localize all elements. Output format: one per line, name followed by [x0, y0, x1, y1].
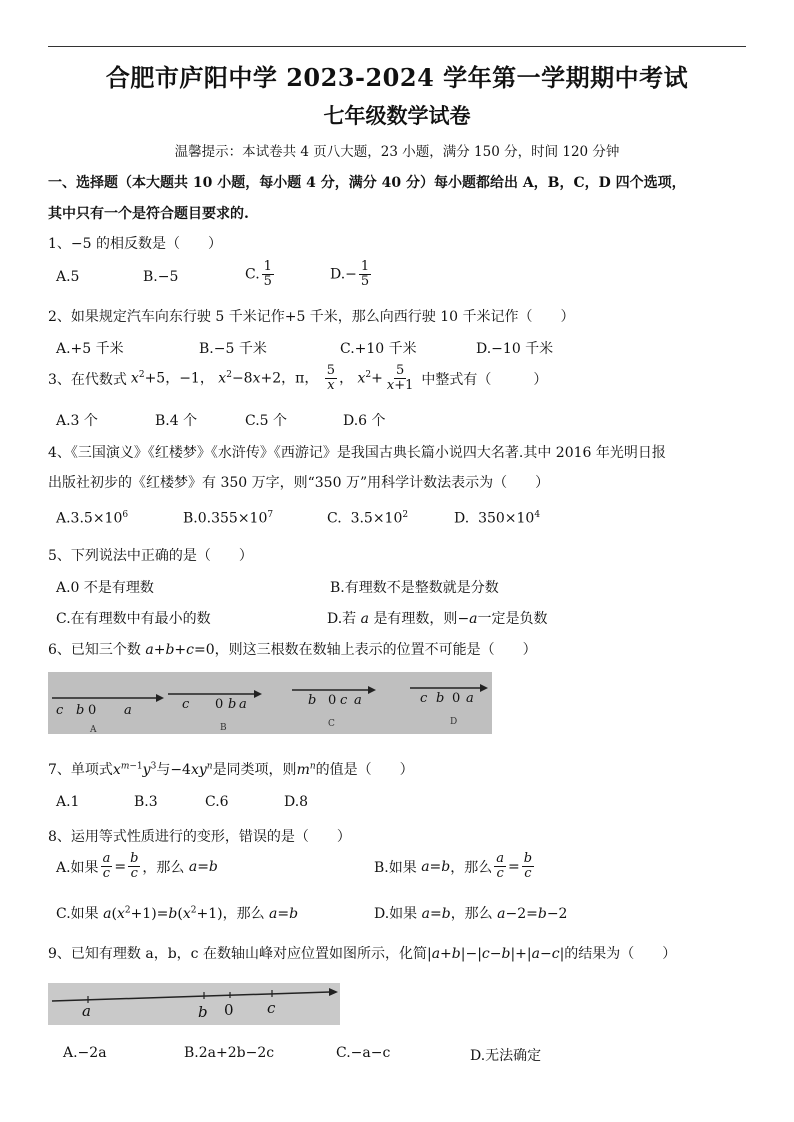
q6-c-label-a: a — [354, 693, 362, 708]
q5-stem: 5、下列说法中正确的是（ ） — [48, 548, 253, 564]
q3-option-c: C.5 个 — [245, 413, 288, 429]
q9-option-c: C.−a−c — [336, 1045, 391, 1061]
q6-c-label-0: 0 — [328, 693, 337, 708]
q6-number-lines — [48, 672, 492, 734]
q5-option-c: C.在有理数中有最小的数 — [56, 611, 211, 627]
q6-a-label-b: b — [76, 703, 85, 718]
q6-a-label-c: c — [56, 703, 64, 718]
q6-b-label-c: c — [182, 697, 190, 712]
q1-d-den: 5 — [360, 274, 370, 289]
q9-label-0: 0 — [224, 1001, 234, 1019]
q1-d-prefix: D.− — [330, 266, 357, 283]
q6-caption-d: D — [450, 717, 458, 727]
q6-stem-start: 6、已知三个数 — [48, 642, 141, 658]
q5-option-a: A.0 不是有理数 — [56, 580, 154, 596]
q5-d-mid: 是有理数，则 — [373, 611, 458, 627]
q6-caption-b: B — [220, 723, 227, 733]
q6-caption-c: C — [328, 719, 335, 729]
q8-stem: 8、运用等式性质进行的变形，错误的是（ ） — [48, 829, 351, 845]
q6-b-label-0: 0 — [215, 697, 224, 712]
q6-caption-a: A — [90, 725, 97, 734]
q3-option-d: D.6 个 — [343, 413, 386, 429]
exam-tip: 温馨提示：本试卷共 4 页八大题，23 小题，满分 150 分，时间 120 分钟 — [174, 144, 620, 160]
q6-d-label-a: a — [466, 691, 474, 706]
q6-c-label-b: b — [308, 693, 317, 708]
q9-option-d: D.无法确定 — [470, 1048, 542, 1064]
header-rule — [48, 46, 746, 47]
q6-d-label-0: 0 — [452, 691, 461, 706]
q2-option-b: B.−5 千米 — [199, 341, 267, 357]
q1-option-c — [245, 260, 276, 289]
q1-d-fraction — [359, 260, 371, 289]
q3-option-b: B.4 个 — [155, 413, 198, 429]
section-heading-line2: 其中只有一个是符合题目要求的. — [48, 206, 249, 222]
q1-c-den: 5 — [263, 274, 272, 289]
q1-option-b: B.−5 — [143, 269, 179, 285]
q6-b-label-b: b — [228, 697, 237, 712]
q7-stem-start: 7、单项式 — [48, 762, 113, 778]
exam-title: 合肥市庐阳中学 2023-2024 学年第一学期期中考试 — [105, 63, 689, 92]
q3-expressions: $x^2+5$，−1， $x^2-8x+2$，π， $\frac{5}{x}$ ， $x^2+$ $\frac{5}{x+1}$ — [130, 363, 414, 393]
q7-stem-end: 是同类项，则 — [212, 762, 297, 778]
q7-option-d: D.8 — [284, 794, 309, 810]
q9-figure-photo — [48, 983, 340, 1025]
q9-option-b: B.2a+2b−2c — [184, 1045, 275, 1061]
q9-stem-end: 的结果为（ ） — [564, 946, 677, 962]
q3-stem-end: 中整式有（ ） — [421, 371, 548, 388]
q1-c-num: 1 — [263, 259, 272, 274]
q4-line1: 4、《三国演义》《红楼梦》《水浒传》《西游记》是我国古典长篇小说四大名著.其中 2016 年光明日报 — [48, 445, 666, 461]
q1-c-prefix: C. — [245, 266, 260, 283]
q1-option-a: A.5 — [56, 269, 80, 285]
q7-stem: 7、单项式$x^{m-1}y^3$与$-4xy^n$是同类项，则$m^n$的值是（ ） — [48, 761, 414, 778]
q6-d-label-c: c — [420, 691, 428, 706]
exam-subtitle: 七年级数学试卷 — [323, 103, 471, 128]
q8-option-c: C.如果 $a(x^2+1)=b(x^2+1)$，那么 a=b — [56, 905, 299, 922]
q2-option-a: A.+5 千米 — [56, 341, 124, 357]
q1-d-num: 1 — [360, 259, 370, 274]
section-heading-line1: 一、选择题（本大题共 10 小题，每小题 4 分，满分 40 分）每小题都给出 A，B，C，D 四个选项， — [48, 175, 686, 191]
q6-stem-end: ，则这三根数在数轴上表示的位置不可能是（ ） — [214, 642, 537, 658]
q6-figure-photo — [48, 672, 492, 734]
q9-label-a: a — [82, 1002, 91, 1020]
q2-option-d: D.−10 千米 — [476, 341, 554, 357]
q6-d-label-b: b — [436, 691, 445, 706]
q5-d-end: 一定是负数 — [477, 611, 548, 627]
q5-option-b: B.有理数不是整数就是分数 — [330, 580, 499, 596]
q6-b-label-a: a — [239, 697, 247, 712]
q9-label-b: b — [198, 1003, 208, 1021]
q5-option-d: D.若 a 是有理数，则−a一定是负数 — [327, 611, 548, 627]
q3-option-a: A.3 个 — [56, 413, 98, 429]
q4-option-c: C. $3.5\times 10^2$ — [327, 510, 409, 527]
q3-stem-start: 3、在代数式 — [48, 371, 127, 388]
q1-c-fraction — [262, 260, 274, 289]
q4-line2: 出版社初步的《红楼梦》有 350 万字，则“350 万”用科学计数法表示为（ ） — [48, 475, 550, 491]
q5-d-start: D.若 — [327, 611, 357, 627]
q9-label-c: c — [267, 999, 276, 1017]
q4-option-d: D. $350\times 10^4$ — [454, 510, 541, 527]
q4-option-a: $A.3.5\times 10^6$ — [56, 510, 129, 527]
q7-option-a: A.1 — [56, 794, 80, 810]
q4-option-b: $B.0.355\times 10^7$ — [183, 510, 274, 527]
q2-stem: 2、如果规定汽车向东行驶 5 千米记作+5 千米，那么向西行驶 10 千米记作（ ） — [48, 309, 575, 325]
q6-c-label-c: c — [340, 693, 348, 708]
q8-option-b: B.如果 a = b ，那么 $\frac{a}{c}$ = $\frac{b}{c}$ — [374, 851, 533, 881]
q8-option-d: D.如果 a=b，那么 a−2=b−2 — [374, 906, 568, 922]
q8-option-a: A.如果 $\frac{a}{c}$ = $\frac{b}{c}$ ，那么 a = b — [56, 851, 218, 881]
q7-option-c: C.6 — [205, 794, 229, 810]
q7-stem-tail: 的值是（ ） — [315, 762, 414, 778]
q7-option-b: B.3 — [134, 794, 158, 810]
q6-a-label-0: 0 — [88, 703, 97, 718]
q7-stem-mid: 与 — [156, 762, 171, 778]
q9-stem-start: 9、已知有理数 a，b，c 在数轴山峰对应位置如图所示，化简 — [48, 946, 427, 962]
q6-stem: 6、已知三个数 a+b+c=0，则这三根数在数轴上表示的位置不可能是（ ） — [48, 642, 537, 658]
q9-number-line — [48, 983, 340, 1025]
q6-a-label-a: a — [124, 703, 132, 718]
q9-stem: 9、已知有理数 a，b，c 在数轴山峰对应位置如图所示，化简|a+b|−|c−b|+|a−c|的结果为（ ） — [48, 946, 677, 962]
q2-option-c: C.+10 千米 — [340, 341, 417, 357]
q3-stem — [48, 364, 547, 393]
q1-stem: 1、−5 的相反数是（ ） — [48, 236, 222, 252]
q9-option-a: A.−2a — [63, 1045, 107, 1061]
q1-option-d — [330, 260, 373, 289]
